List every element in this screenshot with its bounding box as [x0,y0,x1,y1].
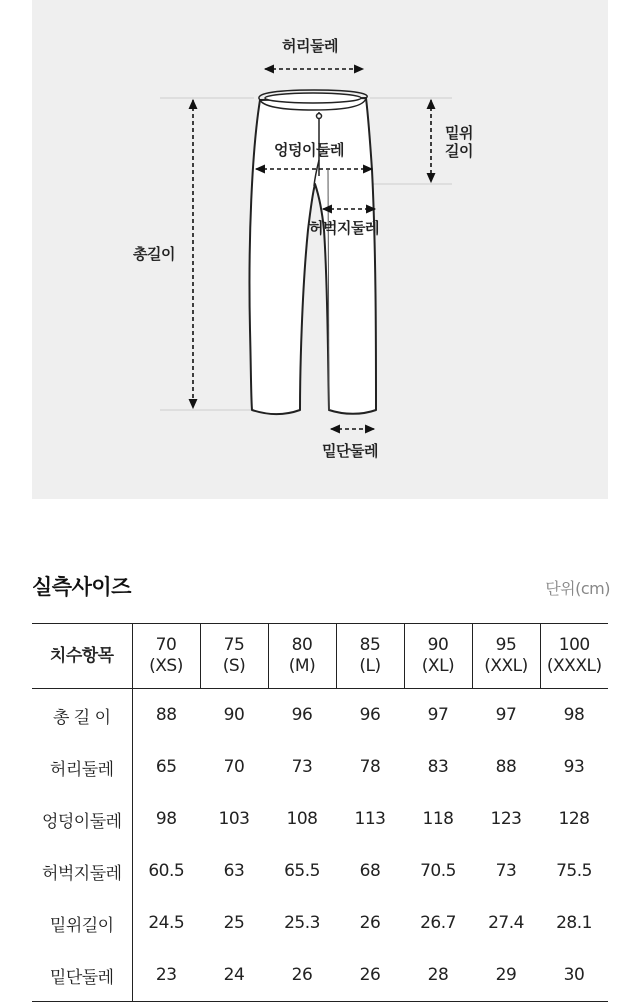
table-row [32,741,608,793]
size-code: (XXXL) [546,656,602,676]
pants-diagram [32,0,608,499]
table-cell: 60.5 [148,861,185,881]
section-title: 실측사이즈 [32,575,131,599]
table-cell: 93 [563,757,585,777]
table-cell: 78 [359,757,381,777]
unit-label: 단위(cm) [545,579,610,598]
table-cell: 108 [286,809,318,829]
hem-label: 밑단둘레 [322,442,378,460]
table-cell: 70.5 [420,861,456,881]
table-cell: 27.4 [488,913,524,933]
table-cell: 73 [495,861,517,881]
row-label: 밑단둘레 [32,949,132,1002]
table-cell: 70 [223,757,245,777]
table-cell: 28 [404,949,472,1002]
table-cell: 63 [223,861,245,881]
table-cell: 25.3 [284,913,320,933]
header-size [404,624,472,689]
size-code: (XS) [149,656,183,676]
table-cell: 90 [223,705,245,725]
table-cell: 65.5 [284,861,320,881]
size-number: 75 [223,635,245,655]
table-cell: 30 [540,949,608,1002]
pants-illustration [32,0,608,499]
size-number: 95 [495,635,517,655]
table-cell: 123 [490,809,522,829]
table-cell: 24 [200,949,268,1002]
table-cell: 25 [223,913,245,933]
table-cell: 118 [422,809,454,829]
table-cell: 96 [359,705,381,725]
size-number: 80 [291,635,313,655]
table-cell: 26.7 [420,913,456,933]
table-cell: 97 [427,705,449,725]
size-table [32,623,608,1002]
table-cell: 88 [155,705,177,725]
size-code: (XL) [421,656,455,676]
waist-label: 허리둘레 [282,37,338,55]
table-cell: 28.1 [556,913,592,933]
table-cell: 75.5 [556,861,592,881]
table-cell: 88 [495,757,517,777]
header-size [472,624,540,689]
row-label: 밑위길이 [32,897,132,949]
header-size [132,624,200,689]
row-label: 허리둘레 [32,741,132,793]
size-code: (M) [288,656,316,676]
table-row [32,793,608,845]
row-label: 허벅지둘레 [32,845,132,897]
header-size [540,624,608,689]
table-row [32,689,608,742]
table-header-row [32,624,608,689]
table-cell: 98 [155,809,177,829]
table-cell: 73 [291,757,313,777]
header-item: 치수항목 [32,624,132,689]
table-cell: 68 [359,861,381,881]
table-cell: 113 [354,809,386,829]
table-cell: 24.5 [148,913,185,933]
table-row [32,845,608,897]
table-cell: 83 [427,757,449,777]
row-label: 엉덩이둘레 [32,793,132,845]
thigh-label: 허벅지둘레 [309,219,379,237]
header-size [200,624,268,689]
hip-label: 엉덩이둘레 [274,141,344,159]
size-number: 100 [558,635,590,655]
rise-label: 밑위 길이 [445,124,473,160]
size-code: (S) [222,656,246,676]
table-cell: 96 [291,705,313,725]
table-cell: 26 [336,949,404,1002]
size-code: (L) [359,656,381,676]
table-cell: 26 [359,913,381,933]
table-row [32,897,608,949]
size-number: 70 [155,635,177,655]
row-label: 총 길 이 [32,689,132,742]
table-cell: 98 [563,705,585,725]
table-cell: 97 [495,705,517,725]
table-cell: 29 [472,949,540,1002]
header-size [268,624,336,689]
size-number: 85 [359,635,381,655]
table-cell: 128 [558,809,590,829]
table-cell: 26 [268,949,336,1002]
size-number: 90 [427,635,449,655]
header-size [336,624,404,689]
size-code: (XXL) [484,656,528,676]
table-cell: 23 [132,949,200,1002]
total-length-label: 총길이 [133,245,175,263]
table-cell: 103 [218,809,250,829]
table-cell: 65 [155,757,177,777]
table-row [32,949,608,1002]
